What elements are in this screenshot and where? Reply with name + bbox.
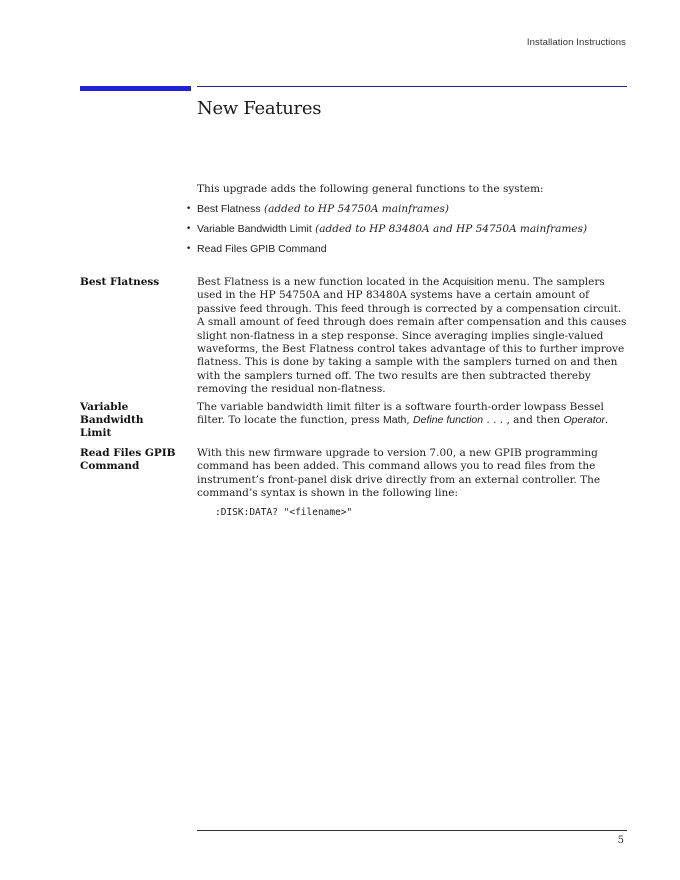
- intro-paragraph: This upgrade adds the following general functions to the system:: [197, 183, 544, 195]
- bullet-icon: •: [186, 224, 192, 234]
- page-title: New Features: [197, 98, 322, 119]
- text-segment: menu. The samplers used in the HP 54750A and HP 83480A systems have a certain amount of passive feed through. This feed through is corrected by a compensation circuit. A small amount of feed through does remain after compensation and this causes slight non-flatness in a step response. Since averaging implies single-valued waveforms, the Best Flatness control takes advantage of this to further improve flatness. This is done by taking a sample with the samplers turned on and then with the samplers turned off. The two results are then subtracted thereby removing the residual non-flatness.: [197, 276, 627, 396]
- feature-name: Best Flatness: [197, 203, 261, 215]
- footer-rule: [197, 830, 627, 831]
- softkey-operator: Operator: [563, 414, 605, 427]
- feature-name: Read Files GPIB Command: [197, 243, 327, 255]
- feature-note: (added to HP 83480A and HP 54750A mainframes): [315, 223, 588, 235]
- title-rule: [197, 86, 627, 87]
- label-line: Variable Bandwidth: [80, 401, 144, 426]
- menu-name: Acquisition: [442, 276, 494, 288]
- text-segment: The variable bandwidth limit filter is a software fourth-order lowpass Bessel filter. To locate the function, press: [197, 401, 604, 427]
- page-number: 5: [617, 835, 624, 846]
- list-item: [186, 243, 587, 256]
- list-item: [186, 203, 587, 216]
- bullet-icon: •: [186, 204, 192, 214]
- feature-name: Variable Bandwidth Limit: [197, 223, 312, 235]
- bullet-icon: •: [186, 244, 192, 254]
- variable-bandwidth-paragraph: [197, 401, 627, 428]
- label-line: Command: [80, 460, 140, 472]
- list-item: [186, 223, 588, 236]
- text-segment: . . . , and then: [483, 414, 564, 427]
- best-flatness-paragraph: [197, 276, 627, 397]
- feature-note: (added to HP 54750A mainframes): [263, 203, 449, 215]
- section-label-variable-bandwidth: [80, 401, 192, 440]
- label-line: Read Files GPIB: [80, 447, 176, 459]
- accent-bar: [80, 86, 191, 91]
- softkey-define-function: Define function: [413, 414, 484, 427]
- read-files-paragraph: With this new firmware upgrade to version 7.00, a new GPIB programming command has been added. This command allows you to read files from the instrument’s front-panel disk drive directly from an external controller. The command’s syntax is shown in the following line:: [197, 447, 601, 500]
- text-segment: .: [604, 414, 609, 427]
- label-line: Limit: [80, 427, 112, 439]
- feature-list: [186, 203, 588, 263]
- section-label-read-files: [80, 447, 192, 473]
- running-header: Installation Instructions: [526, 37, 626, 48]
- key-math: Math: [383, 414, 407, 427]
- text-segment: Best Flatness is a new function located in the: [197, 276, 443, 288]
- text-segment: ,: [406, 414, 414, 427]
- command-syntax: :DISK:DATA? "<filename>": [215, 507, 353, 518]
- section-label-best-flatness: Best Flatness: [80, 276, 160, 288]
